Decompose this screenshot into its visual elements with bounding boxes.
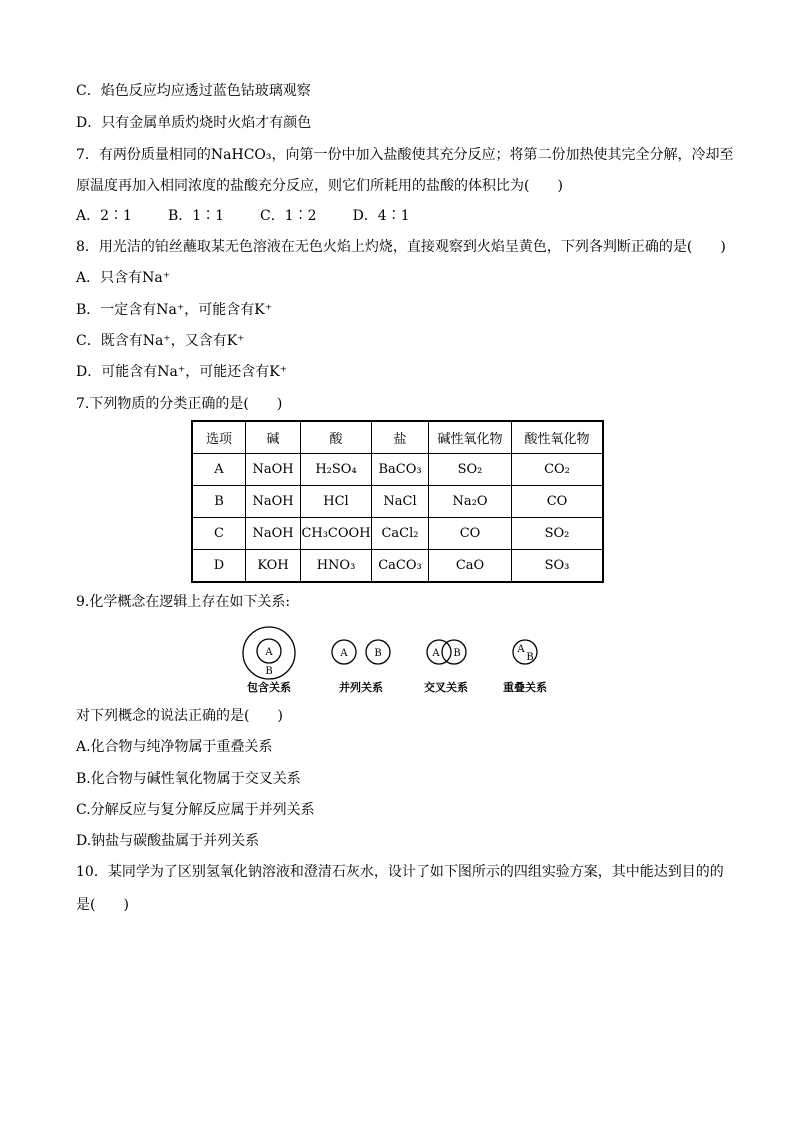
table-cell: HCl xyxy=(301,486,372,518)
contain-letter-a: A xyxy=(265,647,273,658)
header-cell: 碱性氧化物 xyxy=(429,421,512,454)
table-cell: NaOH xyxy=(246,486,301,518)
header-cell: 盐 xyxy=(372,421,429,454)
table-cell: SO₃ xyxy=(512,550,604,583)
label-overlap: 重叠关系 xyxy=(503,681,547,694)
q7-option-d: D．4∶1 xyxy=(352,208,410,224)
label-cross: 交叉关系 xyxy=(424,681,468,694)
table-cell: CO xyxy=(512,486,604,518)
table-cell: NaCl xyxy=(372,486,429,518)
cross-letter-a: A xyxy=(432,648,440,659)
q7-stem-line1: 7．有两份质量相同的NaHCO₃，向第一份中加入盐酸使其充分反应；将第二份加热使其完全分解，冷却至 xyxy=(76,147,734,163)
header-cell: 选项 xyxy=(192,421,246,454)
q7-option-b: B．1∶1 xyxy=(167,208,225,224)
label-contain: 包含关系 xyxy=(247,681,291,694)
table-cell: CaO xyxy=(429,550,512,583)
q6-option-c: C．焰色反应均应透过蓝色钴玻璃观察 xyxy=(76,83,311,99)
q9-option-d: D.钠盐与碳酸盐属于并列关系 xyxy=(76,833,260,849)
table-cell: CO₂ xyxy=(512,454,604,486)
table-row xyxy=(192,518,603,550)
classification-question-stem: 7.下列物质的分类正确的是( ) xyxy=(76,396,283,412)
q9-ask: 对下列概念的说法正确的是( ) xyxy=(76,708,283,724)
table-cell: NaOH xyxy=(246,454,301,486)
q8-option-a: A．只含有Na⁺ xyxy=(76,270,171,286)
table-cell: C xyxy=(192,518,246,550)
q10-stem-line1: 10．某同学为了区别氢氧化钠溶液和澄清石灰水，设计了如下图所示的四组实验方案，其中能达到目的的 xyxy=(76,864,724,880)
table-cell: CO xyxy=(429,518,512,550)
q8-option-b: B．一定含有Na⁺，可能含有K⁺ xyxy=(76,302,273,318)
table-cell: BaCO₃ xyxy=(372,454,429,486)
q8-stem: 8．用光洁的铂丝蘸取某无色溶液在无色火焰上灼烧，直接观察到火焰呈黄色，下列各判断正确的是( ) xyxy=(76,239,726,255)
concept-relations-diagram xyxy=(236,626,566,698)
q7-options xyxy=(76,206,446,226)
table-cell: Na₂O xyxy=(429,486,512,518)
table-cell: KOH xyxy=(246,550,301,583)
table-row xyxy=(192,486,603,518)
cross-letter-b: B xyxy=(453,648,461,659)
q9-stem: 9.化学概念在逻辑上存在如下关系: xyxy=(76,594,291,610)
overlap-letter-a: A xyxy=(517,644,525,655)
overlap-letter-b: B xyxy=(526,652,534,663)
q7-option-a: A．2∶1 xyxy=(76,208,132,224)
table-cell: B xyxy=(192,486,246,518)
header-cell: 酸 xyxy=(301,421,372,454)
q8-option-d: D．可能含有Na⁺，可能还含有K⁺ xyxy=(76,364,288,380)
q9-option-a: A.化合物与纯净物属于重叠关系 xyxy=(76,739,273,755)
q7-option-c: C．1∶2 xyxy=(260,208,317,224)
q9-option-c: C.分解反应与复分解反应属于并列关系 xyxy=(76,802,315,818)
q7-stem-line2: 原温度再加入相同浓度的盐酸充分反应，则它们所耗用的盐酸的体积比为( ) xyxy=(76,178,563,194)
classification-table xyxy=(191,420,604,583)
contain-letter-b: B xyxy=(265,666,273,677)
table-cell: HNO₃ xyxy=(301,550,372,583)
table-row xyxy=(192,454,603,486)
table-cell: CaCl₂ xyxy=(372,518,429,550)
table-cell: A xyxy=(192,454,246,486)
table-cell: SO₂ xyxy=(429,454,512,486)
table-cell: H₂SO₄ xyxy=(301,454,372,486)
table-cell: NaOH xyxy=(246,518,301,550)
table-header-row xyxy=(192,421,603,454)
label-parallel: 并列关系 xyxy=(339,681,383,694)
table-cell: CaCO₃ xyxy=(372,550,429,583)
parallel-letter-a: A xyxy=(340,648,348,659)
q10-stem-line2: 是( ) xyxy=(76,897,129,913)
table-cell: SO₂ xyxy=(512,518,604,550)
header-cell: 酸性氧化物 xyxy=(512,421,604,454)
table-cell: D xyxy=(192,550,246,583)
q9-option-b: B.化合物与碱性氧化物属于交叉关系 xyxy=(76,771,301,787)
table-row xyxy=(192,550,603,583)
header-cell: 碱 xyxy=(246,421,301,454)
table-cell: CH₃COOH xyxy=(301,518,372,550)
parallel-letter-b: B xyxy=(374,648,382,659)
q6-option-d: D．只有金属单质灼烧时火焰才有颜色 xyxy=(76,115,312,131)
q8-option-c: C．既含有Na⁺，又含有K⁺ xyxy=(76,333,245,349)
